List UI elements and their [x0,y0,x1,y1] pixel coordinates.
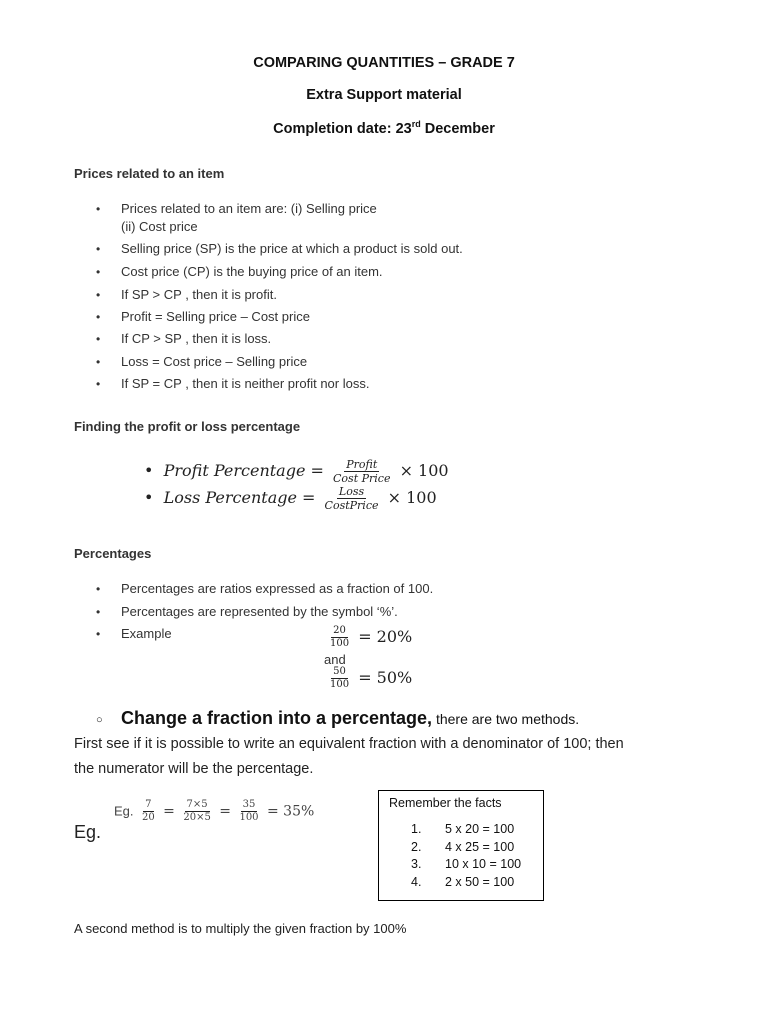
remember-facts-box [378,790,544,901]
loss-percentage-formula: • Loss Percentage = $\frac{\text{Loss}}{\text{CostPrice}}$ × 100 [144,485,437,512]
list-item: 1. 5 x 20 = 100 [411,822,515,836]
eg-label: Eg. [74,822,102,842]
example-20-percent: $\frac{20}{100}$ = 20% [330,625,413,649]
completion-date [0,119,768,137]
list-item: 3. 10 x 10 = 100 [411,857,522,872]
document-subtitle: Extra Support material [306,87,462,103]
section-heading-prices: Prices related to an item [74,166,225,181]
method-paragraph-line2: the numerator will be the percentage. [74,761,314,777]
equivalent-fraction-example: Eg. $\frac{7}{20}$ = $\frac{7\times 5}{20\times 5}$ = $\frac{35}{100}$ = 35% [114,799,315,823]
list-item: 2. 4 x 25 = 100 [411,839,515,854]
profit-percentage-formula: • Profit Percentage = $\frac{\text{Profit}}{\text{Cost Price}}$ × 100 [144,458,449,485]
and-text: and [324,652,346,667]
completion-prefix: Completion date: 23 [273,120,412,137]
section-heading-percentages: Percentages [74,546,152,561]
hollow-bullet-icon: ○ [96,714,103,726]
method-paragraph-line1: First see if it is possible to write an equivalent fraction with a denominator of 100; then [74,736,624,752]
facts-list [389,821,522,892]
second-method-text: A second method is to multiply the given fraction by 100% [74,921,407,936]
example-50-percent: $\frac{50}{100}$ = 50% [330,666,413,690]
completion-sup: rd [411,119,421,129]
list-item: 4. 2 x 50 = 100 [411,875,515,890]
section-heading-profit-loss: Finding the profit or loss percentage [74,419,301,434]
completion-suffix: December [420,120,495,137]
document-title: COMPARING QUANTITIES – GRADE 7 [253,55,515,71]
change-fraction-subtitle: there are two methods. [432,711,580,727]
change-fraction-title: Change a fraction into a percentage, [121,708,433,728]
facts-box-title: Remember the facts [389,796,502,810]
